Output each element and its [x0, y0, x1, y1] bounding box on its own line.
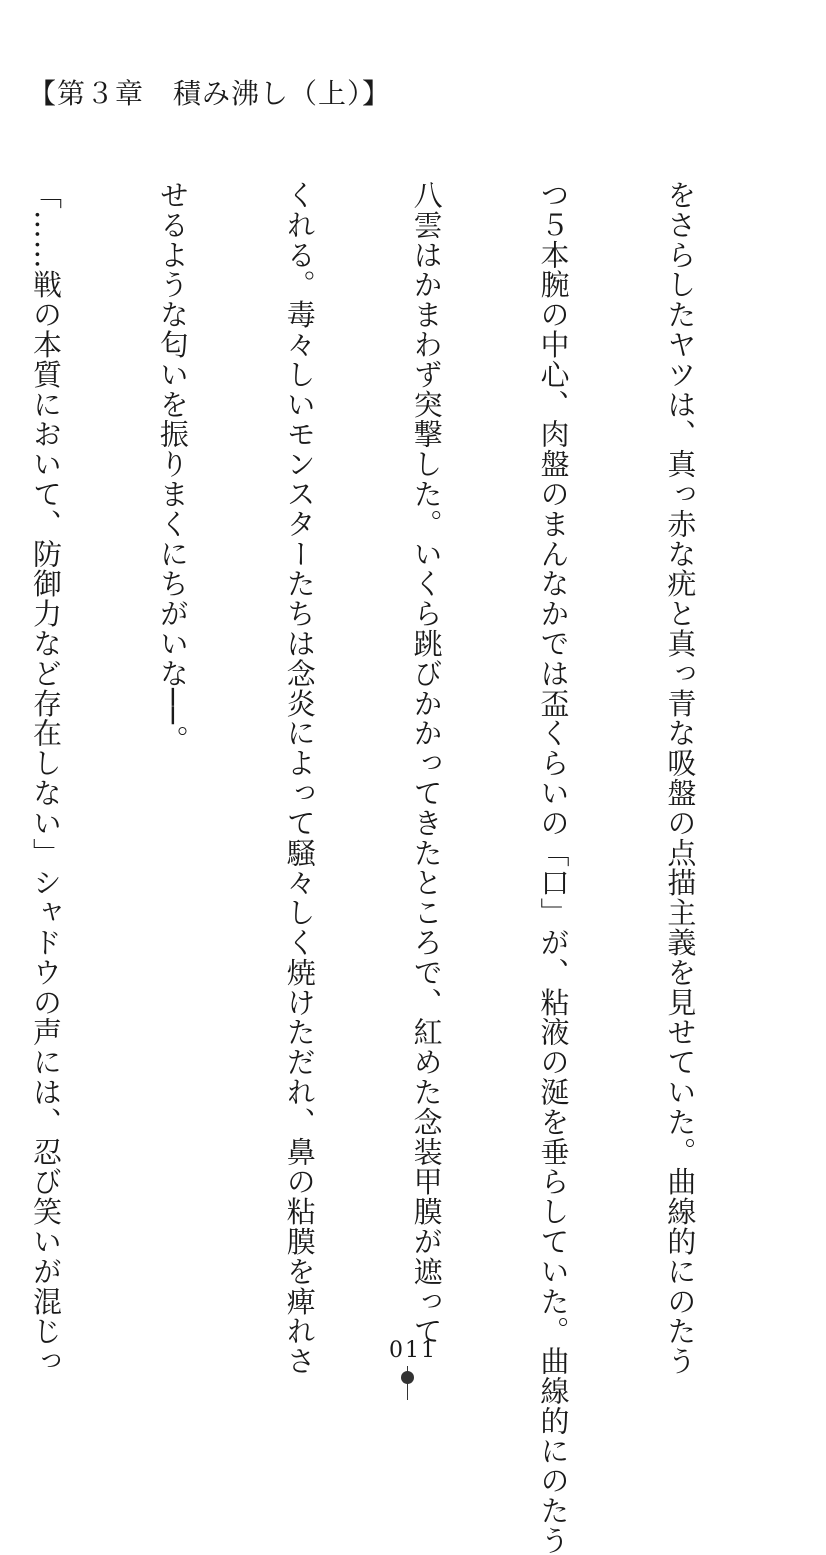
- page-number: 011: [389, 1338, 437, 1363]
- text-line: せるような匂いを振りまくにちがいな──。: [155, 180, 190, 755]
- text-line: くれる。毒々しいモンスターたちは念炎によって騒々しく焼けただれ、鼻の粘膜を痺れさ: [282, 180, 317, 1376]
- text-line: つ５本腕の中心、肉盤のまんなかでは盃くらいの「口」が、粘液の涎を垂らしていた。曲線的にのたう: [536, 180, 571, 1555]
- text-line: 八雲はかまわず突撃した。いくら跳びかかってきたところで、紅めた念装甲膜が遮って: [409, 180, 444, 1347]
- text-line: をさらしたヤツは、真っ赤な疣と真っ青な吸盤の点描主義を見せていた。曲線的にのたう: [663, 180, 698, 1376]
- chapter-heading: 【第３章 積み沸し（上）】: [28, 77, 392, 110]
- text-line: 「……戦の本質において、防御力など存在しない」シャドウの声には、忍び笑いが混じっ: [28, 180, 63, 1376]
- thumb-index-dot: [401, 1371, 414, 1384]
